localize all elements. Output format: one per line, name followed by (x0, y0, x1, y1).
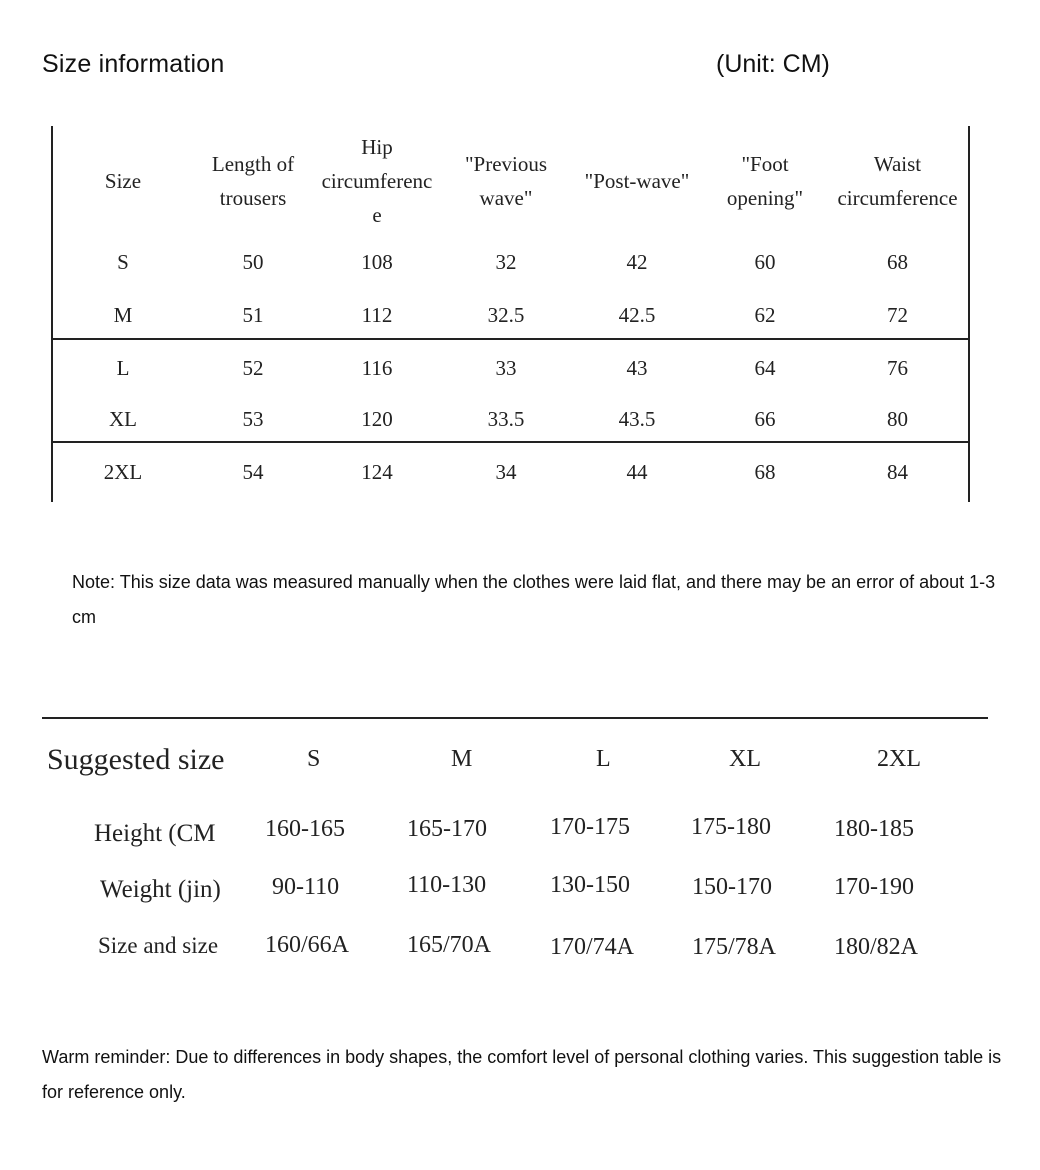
size-code-value: 175/78A (692, 934, 776, 960)
suggested-size-header: S (307, 746, 321, 772)
header-size: Size (104, 169, 142, 193)
cell-waist: 68 (887, 250, 908, 274)
cell-previous-wave: 32 (495, 250, 517, 274)
cell-length: 54 (242, 460, 264, 484)
cell-foot-opening: 68 (754, 460, 776, 484)
cell-size: S (117, 250, 129, 274)
cell-previous-wave: 32.5 (487, 303, 525, 327)
suggested-size-header: M (451, 746, 473, 772)
weight-value: 110-130 (407, 872, 487, 898)
cell-post-wave: 42.5 (618, 303, 656, 327)
size-info-title: Size information (42, 50, 225, 78)
cell-foot-opening: 60 (754, 250, 776, 274)
size-code-label: Size and size (98, 933, 219, 958)
cell-previous-wave: 33 (495, 356, 517, 380)
header-length: Length of trousers (211, 152, 295, 210)
suggested-size-header: XL (729, 746, 761, 772)
cell-post-wave: 42 (626, 250, 648, 274)
suggested-size-header: L (596, 746, 611, 772)
cell-waist: 72 (887, 303, 908, 327)
cell-waist: 76 (887, 356, 908, 380)
height-label: Height (CM (94, 820, 216, 847)
cell-hip: 112 (361, 303, 393, 327)
weight-value: 130-150 (550, 872, 630, 898)
suggested-size-header: 2XL (877, 746, 921, 772)
cell-foot-opening: 66 (754, 407, 776, 431)
table-row (53, 407, 968, 432)
cell-hip: 108 (361, 250, 393, 274)
cell-hip: 124 (361, 460, 393, 484)
table-row (53, 460, 968, 485)
section-divider (42, 717, 988, 719)
unit-label: (Unit: CM) (716, 50, 830, 78)
warm-reminder: Warm reminder: Due to differences in body shapes, the comfort level of personal clothing varies. This suggestion table is for reference only. (42, 1047, 1002, 1102)
size-table-header (53, 126, 968, 236)
measurement-note: Note: This size data was measured manually when the clothes were laid flat, and there may be an error of about 1-3 cm (72, 572, 996, 627)
table-row (53, 250, 968, 275)
size-table (51, 126, 970, 502)
size-code-value: 165/70A (407, 932, 491, 958)
cell-length: 51 (242, 303, 264, 327)
weight-label: Weight (jin) (100, 876, 221, 903)
size-code-value: 160/66A (265, 932, 349, 958)
size-code-value: 180/82A (834, 934, 918, 960)
cell-size: 2XL (103, 460, 143, 484)
suggested-size-title: Suggested size (47, 743, 225, 776)
weight-value: 90-110 (272, 874, 340, 900)
cell-previous-wave: 34 (495, 460, 517, 484)
cell-size: XL (109, 407, 137, 431)
weight-value: 150-170 (692, 874, 772, 900)
table-row (53, 356, 968, 381)
cell-waist: 84 (887, 460, 908, 484)
header-waist: Waist circumference (837, 152, 958, 210)
cell-foot-opening: 62 (754, 303, 776, 327)
cell-hip: 116 (361, 356, 393, 380)
table-row (53, 303, 968, 328)
cell-previous-wave: 33.5 (487, 407, 525, 431)
height-value: 170-175 (550, 814, 630, 840)
header-post-wave: "Post-wave" (584, 169, 690, 193)
cell-length: 52 (242, 356, 264, 380)
cell-foot-opening: 64 (754, 356, 776, 380)
cell-post-wave: 43 (626, 356, 648, 380)
height-value: 180-185 (834, 816, 914, 842)
cell-waist: 80 (887, 407, 908, 431)
row-divider (53, 441, 968, 443)
height-value: 160-165 (265, 816, 345, 842)
weight-value: 170-190 (834, 874, 914, 900)
height-value: 175-180 (691, 814, 771, 840)
header-previous-wave: "Previous wave" (464, 152, 548, 210)
cell-length: 53 (242, 407, 264, 431)
cell-hip: 120 (361, 407, 393, 431)
header-foot-opening: "Foot opening" (726, 152, 804, 210)
row-divider (53, 338, 968, 340)
size-code-value: 170/74A (550, 934, 634, 960)
header-hip: Hip circumferenc e (321, 135, 433, 227)
cell-length: 50 (242, 250, 264, 274)
cell-size: L (116, 356, 130, 380)
height-value: 165-170 (407, 816, 487, 842)
cell-size: M (113, 303, 133, 327)
cell-post-wave: 43.5 (618, 407, 656, 431)
cell-post-wave: 44 (626, 460, 648, 484)
